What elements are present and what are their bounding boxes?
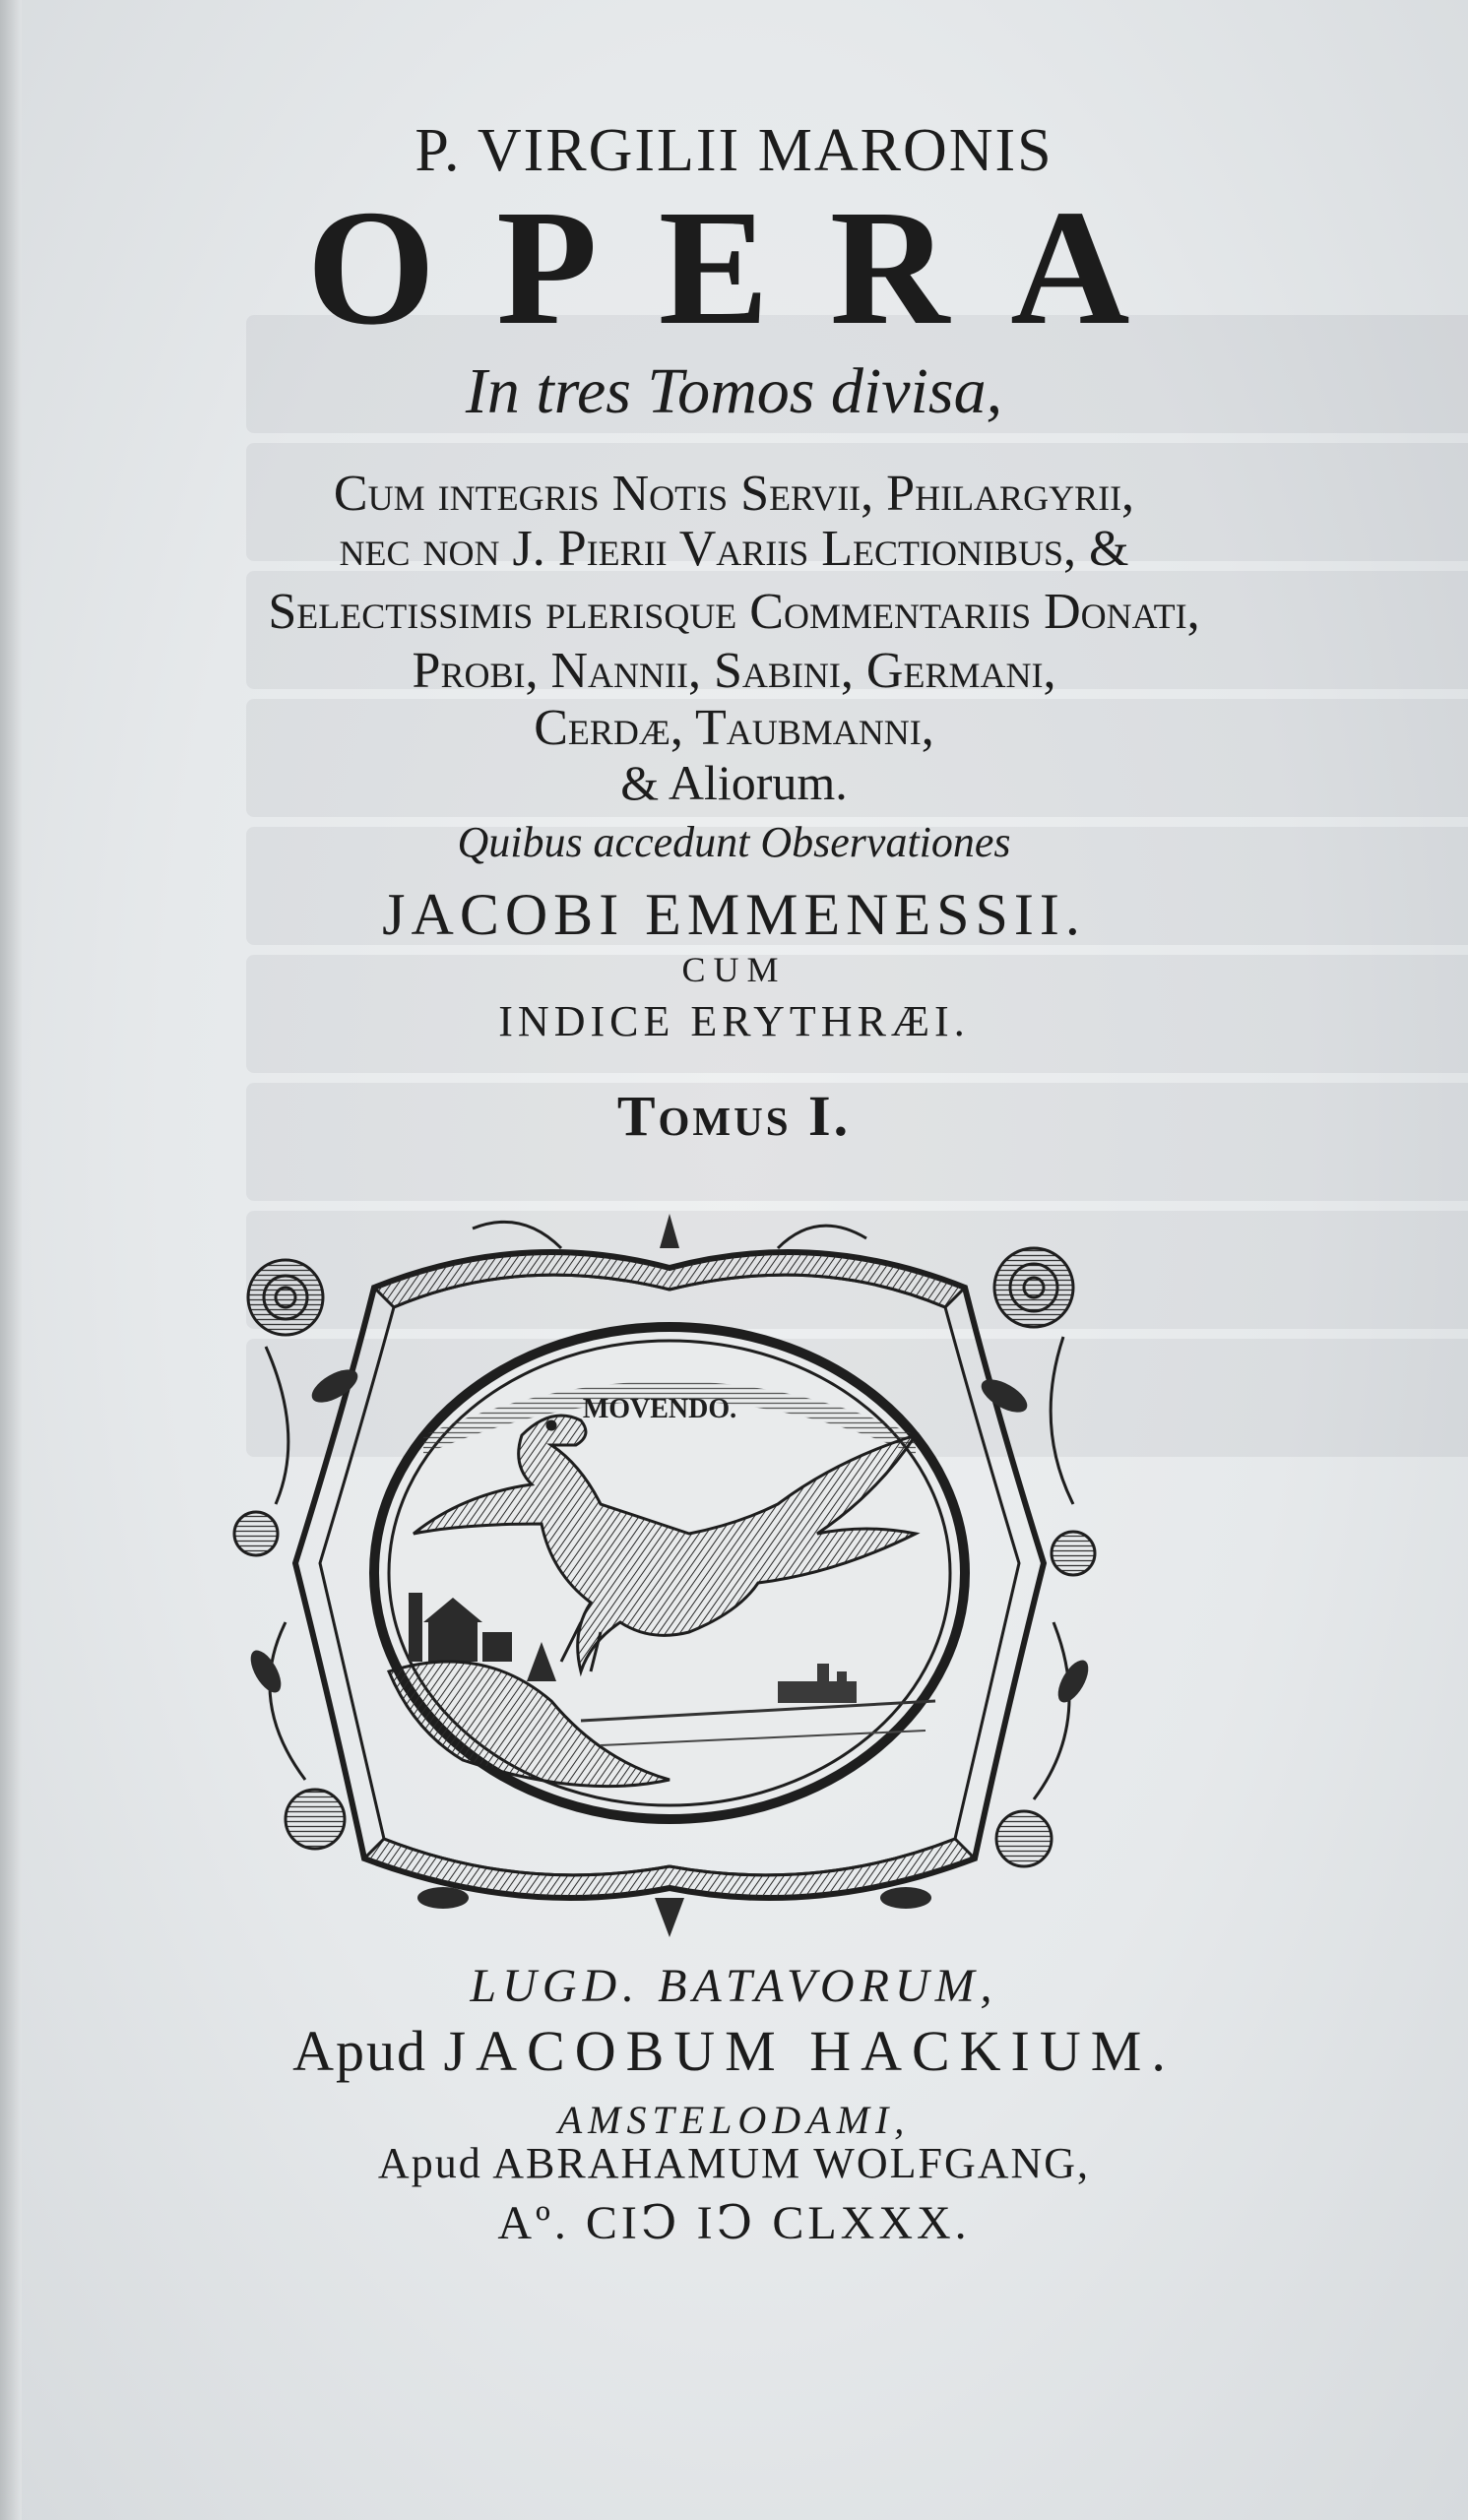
imprint-year: Aº. CIↃ IↃ CLXXX. [497,2197,971,2249]
imprint-publisher-line-1 [0,2018,1468,2084]
notes-line-3: Selectissimis plerisque Commentariis Donati, [268,584,1200,640]
cum-line: CUM [681,950,787,989]
index-line: INDICE ERYTHRÆI. [498,997,970,1045]
imprint-publisher-line-2 [0,2138,1468,2188]
observations-line: Quibus accedunt Observationes [457,818,1011,866]
imprint-city-1: LUGD. BATAVORUM, [470,1960,998,2012]
notes-line-4: Probi, Nannii, Sabini, Germani, [412,643,1056,699]
editor-line: JACOBI EMMENESSII. [382,882,1086,947]
notes-line-6: & Aliorum. [620,755,848,810]
division-line: In tres Tomos divisa, [465,355,1003,427]
notes-line-5: Cerdæ, Taubmanni, [534,700,934,756]
author-line: P. VIRGILII MARONIS [415,117,1053,184]
imprint-city-2: AMSTELODAMI, [557,2098,911,2142]
imprint-publisher-2: ABRAHAMUM WOLFGANG, [492,2139,1091,2187]
notes-line-2: nec non J. Pierii Variis Lectionibus, & [339,521,1129,577]
volume-line: Tomus I. [616,1084,852,1148]
work-title: OPERA [306,176,1191,359]
device-motto: MOVENDO. [582,1394,737,1424]
imprint-apud-1: Apud [292,2019,428,2083]
imprint-publisher-1: JACOBUM HACKIUM. [443,2019,1176,2083]
imprint-apud-2: Apud [377,2139,482,2187]
notes-line-1: Cum integris Notis Servii, Philargyrii, [333,466,1135,522]
eagle-printers-device-icon [226,1209,1113,1937]
